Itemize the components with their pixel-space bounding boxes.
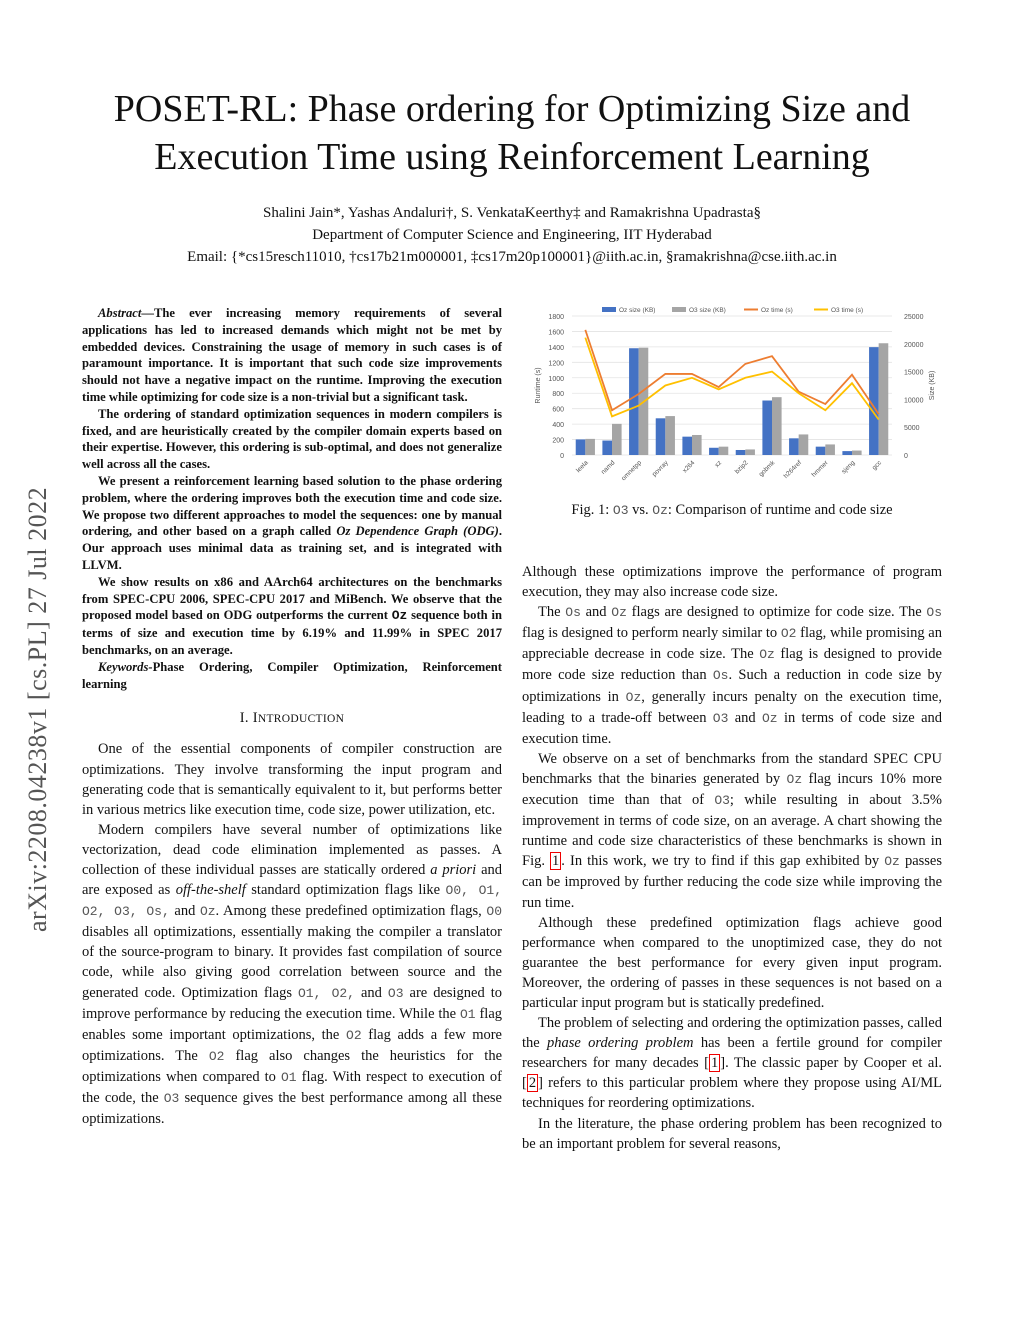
section-heading [82,708,502,729]
bar-oz-size-kb- [762,401,772,455]
legend-label: Oz size (KB) [619,307,656,314]
abstract [82,305,502,692]
bar-o3-size-kb- [585,439,595,455]
bar-o3-size-kb- [825,444,835,455]
x-tick-label: povray [650,459,670,479]
bar-oz-size-kb- [842,451,852,455]
right-p0: Although these optimizations improve the performance of program execution, they may also increase code size. [522,564,942,601]
legend-label: O3 size (KB) [689,307,726,314]
x-tick-label: gcc [870,459,884,472]
citation-link-2[interactable]: 2 [528,1075,537,1092]
y-tick-label: 1000 [548,375,564,383]
x-tick-label: sjeng [840,459,857,476]
runtime-size-chart [522,298,942,498]
intro-p2: Modern compilers have several number of optimizations like vectorization, dead code elimination implemented as passes. A collection of these individual passes are statically ordered a priori and are exposed as off-the-shelf standard optimization flags like O0, O1, O2, O3, Os, and Oz. Among these predefined optimization flags, O0 disables all optimizations, essentially making the compiler a translator of the source-program to binary. It provides fast compilation of source code, while also giving good correlation between source and the generated code. Optimization flags O1, O2, and O3 are designed to improve performance by reducing the execution time. While the O1 flag enables some important optimizations, the O2 flag adds a few more optimizations. The O2 flag also changes the heuristics for the optimizations when compared to O1 flag. With respect to execution of the code, the O3 sequence gives the best performance among all these optimizations. [82,821,503,1128]
bar-oz-size-kb- [629,348,639,455]
bar-o3-size-kb- [852,451,862,455]
y-tick-label: 0 [560,453,564,460]
affiliation: Department of Computer Science and Engineering, IIT Hyderabad [312,227,712,243]
x-tick-label: omnetpp [620,459,644,483]
fig-ref-link[interactable]: 1 [552,853,560,870]
y-tick-label: 800 [552,391,564,399]
y2-tick-label: 20000 [904,341,924,349]
y2-tick-label: 5000 [904,425,920,433]
bar-oz-size-kb- [709,448,719,455]
legend-swatch [602,307,616,312]
legend-swatch [672,307,686,312]
right-p1: The Os and Oz flags are designed to optimize for code size. The Os flag is designed to perform nearly similar to O2 flag, while promising an appreciable decrease in code size. The Oz flag is designed to provide more code size reduction than Os. Such a reduction in code size by optimizations in Oz, generally incurs penalty on the execution time, leading to a trade-off between O3 and Oz in terms of code size and execution time. [522,604,943,747]
bar-oz-size-kb- [682,437,692,455]
bar-o3-size-kb- [772,397,782,455]
y-tick-label: 600 [552,406,564,414]
authors: Shalini Jain*, Yashas Andaluri†, S. VenkataKeerthy‡ and Ramakrishna Upadrasta§ [263,205,761,221]
paper-title [60,85,964,181]
bar-o3-size-kb- [692,435,702,455]
keywords-label: Keywords- [98,659,153,674]
figure-caption: Fig. 1: O3 vs. Oz: Comparison of runtime and code size [571,502,893,518]
right-p4: The problem of selecting and ordering the optimization passes, called the phase ordering problem has been a fertile ground for compiler researchers for many decades [ 1 ]. The classic paper by Cooper et al. [ 2 ] refers to this particular problem where they propose using AI/ML techniques for reordering optimizations. [522,1015,942,1112]
bar-o3-size-kb- [612,424,622,455]
bar-oz-size-kb- [656,418,666,455]
abstract-label: Abstract [98,306,142,320]
y-axis-label: Runtime (s) [535,367,542,404]
bar-oz-size-kb- [576,439,586,455]
x-tick-label: leela [575,459,590,475]
abstract-p3a: We present a reinforcement learning based solution to the phase ordering problem, where the ordering improves both the execution time and code size. We propose two different approaches to model the sequences: one by manual ordering, and other based on a graph called [82,473,502,539]
email: Email: {*cs15resch11010, †cs17b21m000001, ‡cs17m20p100001}@iith.ac.in, §ramakrishna@cse.iith.ac.in [187,249,837,265]
y-tick-label: 200 [552,437,564,445]
y-tick-label: 1600 [548,329,564,337]
right-p3: Although these predefined optimization flags achieve good performance when compared to the unoptimized case, they do not guarantee the best performance for every given input program. Moreover, the ordering of passes in these sequences is not based on a particular input program but is statically predefined. [522,914,942,1011]
figure-1 [522,298,942,498]
x-tick-label: xz [713,459,724,470]
bar-o3-size-kb- [665,416,675,455]
x-tick-label: h264ref [782,459,804,481]
keywords: Phase Ordering, Compiler Optimization, Reinforcement learning [82,659,502,691]
bar-oz-size-kb- [602,441,612,455]
y-tick-label: 1800 [548,314,564,321]
y2-tick-label: 0 [904,453,908,460]
bar-oz-size-kb- [789,438,799,455]
y-tick-label: 400 [552,422,564,430]
bar-o3-size-kb- [879,343,889,455]
abstract-p4b: sequence both in terms of size and execution time by 6.19% and 11.99% in SPEC 2017 benchmarks, on an average. [82,608,502,657]
right-p5: In the literature, the phase ordering problem has been recognized to be an important problem for several reasons, [522,1115,942,1152]
y2-tick-label: 10000 [904,397,924,405]
right-p2: We observe on a set of benchmarks from the standard SPEC CPU benchmarks that the binaries generated by Oz flag incurs 10% more execution time than that of O3; while resulting in about 3.5% improvement in terms of code size, on an average. A chart showing the runtime and code size characteristics of these benchmarks is shown in Fig. 1 . In this work, we try to find if this gap exhibited by Oz passes can be improved by further reducing the code size while improving the run time. [522,750,942,911]
x-tick-label: gobmk [757,459,777,479]
author-block [60,202,964,268]
title-line-2: Execution Time using Reinforcement Learning [154,136,870,178]
citation-link-1[interactable]: 1 [711,1055,719,1072]
abstract-p3-em: Oz Dependence Graph (ODG) [336,524,499,539]
y2-axis-label: Size (KB) [929,370,936,401]
bar-o3-size-kb- [799,434,809,455]
abstract-p3b: . Our approach uses minimal data as training set, and is integrated with LLVM. [82,524,502,572]
x-tick-label: hmmer [810,459,830,479]
bar-o3-size-kb- [719,447,729,455]
bar-oz-size-kb- [816,447,826,455]
y-tick-label: 1400 [548,344,564,352]
intro-p1: One of the essential components of compiler construction are optimizations. They involve transforming the input program and generating code that is semantically equivalent to it, but performs better in various metrics like execution time, code size, power utilization, etc. [82,741,502,818]
bar-o3-size-kb- [745,449,755,455]
section-number: I. I [239,710,258,727]
section-name: NTRODUCTION [257,713,345,726]
abstract-p4a: We show results on x86 and AArch64 architectures on the benchmarks from SPEC-CPU 2006, SPEC-CPU 2017 and MiBench. We observe that the proposed model based on ODG outperforms the current [82,574,502,623]
title-line-1: POSET-RL: Phase ordering for Optimizing Size and [113,88,911,130]
y-tick-label: 1200 [548,360,564,368]
legend-label: Oz time (s) [761,307,793,314]
bar-oz-size-kb- [736,450,746,455]
arxiv-stamp: arXiv:2208.04238v1 [cs.PL] 27 Jul 2022 [23,486,52,932]
legend-label: O3 time (s) [831,307,864,314]
y2-tick-label: 15000 [904,369,924,377]
y2-tick-label: 25000 [904,314,924,321]
x-tick-label: bzip2 [733,459,750,476]
x-tick-label: x264 [681,459,697,475]
x-tick-label: namd [599,459,617,476]
abstract-p1: —The ever increasing memory requirements of several applications has led to increased demands which might not be met by embedded devices. Constraining the usage of memory in such cases is of paramount importance. It is important that such code size improvements should not have a negative impact on the runtime. Improving the execution time while optimizing for code size is a non-trivial but a significant task. [82,306,502,404]
left-column [82,305,502,1129]
abstract-p4-code: Oz [391,608,408,624]
abstract-p2: The ordering of standard optimization sequences in modern compilers is fixed, and are heuristically created by the compiler domain experts based on their expertise. However, this ordering is sub-optimal, and does not generalize well across all the cases. [82,406,502,472]
right-column [522,562,942,1154]
